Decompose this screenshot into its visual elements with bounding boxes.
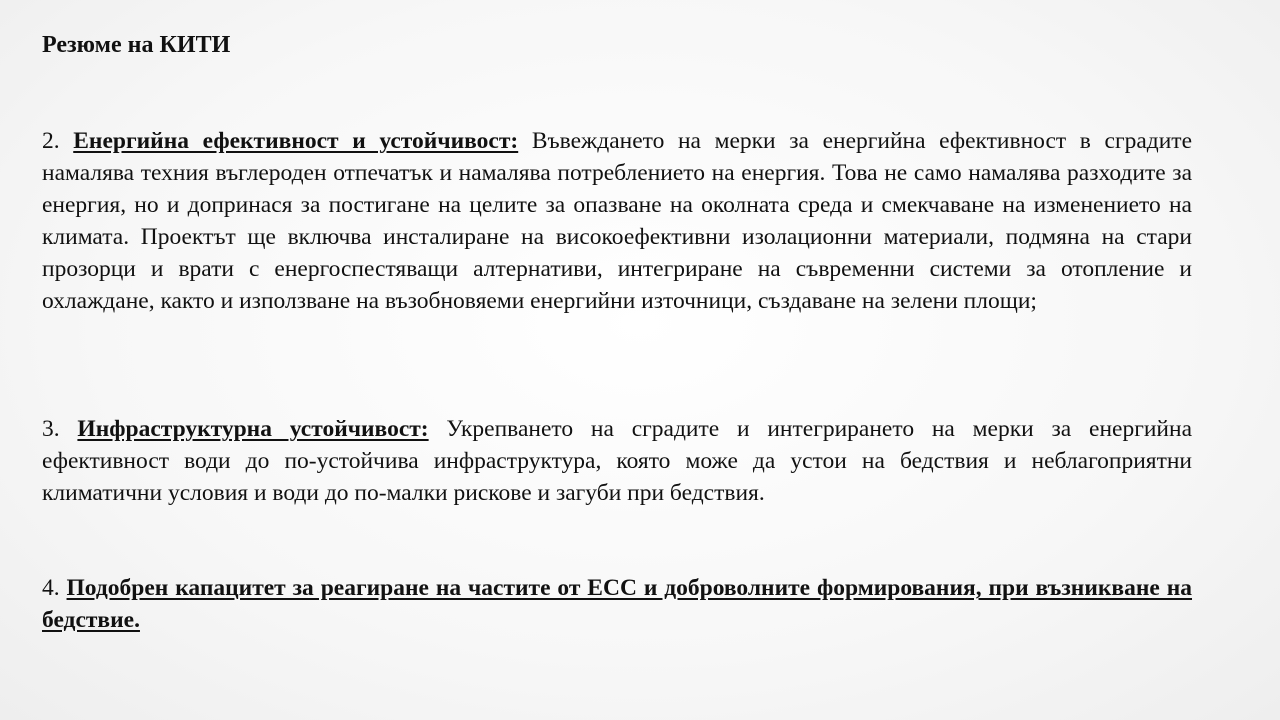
item-heading: Енергийна ефективност и устойчивост: [73,128,519,154]
item-number: 3. [42,416,60,442]
item-body: Въвеждането на мерки за енергийна ефективност в сградите намалява техния въглероден отпечатък и намалява потреблението на енергия. Това не само намалява разходите за енергия, но и допринася за постигане на целите за опазване на околната среда и смекчаване на изменението на климата. Проектът ще включва инсталиране на високоефективни изолационни материали, подмяна на стари прозорци и врати с енергоспестяващи алтернативи, интегриране на съвременни системи за отопление и охлаждане, както и използване на възобновяеми енергийни източници, създаване на зелени площи; [42,128,1192,314]
summary-item-infrastructure-resilience [42,413,1192,509]
item-number: 4. [42,575,60,601]
item-body: Укрепването на сградите и интегрирането на мерки за енергийна ефективност води до по-устойчива инфраструктура, която може да устои на бедствия и неблагоприятни климатични условия и води до по-малки рискове и загуби при бедствия. [42,416,1192,506]
item-heading: Подобрен капацитет за реагиране на частите от ЕСС и доброволните формирования, при възникване на бедствие. [42,575,1193,633]
summary-item-response-capacity [42,572,1192,636]
summary-item-energy-efficiency [42,125,1192,317]
slide-title: Резюме на КИТИ [42,32,231,58]
item-number: 2. [42,128,60,154]
item-heading: Инфраструктурна устойчивост: [77,416,429,442]
